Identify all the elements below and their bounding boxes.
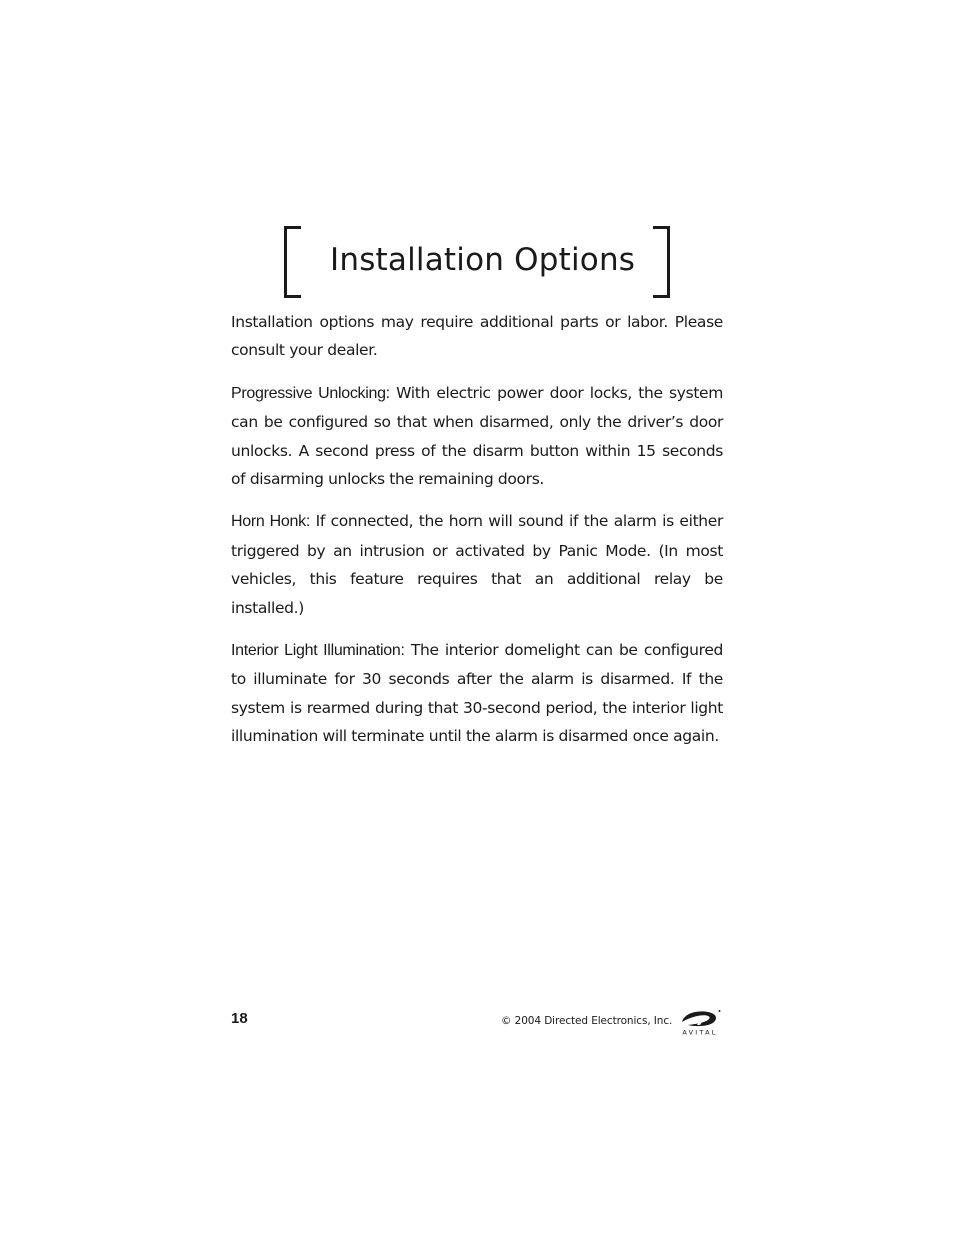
title-block (284, 226, 670, 296)
section-progressive-unlocking (231, 379, 723, 494)
page-title: Installation Options (330, 242, 636, 278)
intro-paragraph: Installation options may require additional parts or labor. Please consult your dealer. (231, 313, 723, 360)
right-bracket-decoration (653, 226, 670, 298)
section-text: If connected, the horn will sound if the alarm is either triggered by an intrusion or activated by Panic Mode. (In most vehicles, this feature requires that an additional relay be installed.) (231, 512, 723, 617)
logo-wordmark: AVITAL (682, 1028, 718, 1036)
content-body (231, 308, 723, 765)
copyright-text: © 2004 Directed Electronics, Inc. (501, 1015, 673, 1027)
section-horn-honk (231, 507, 723, 622)
section-text: The interior domelight can be configured to illuminate for 30 seconds after the alarm is disarmed. If the system is rearmed during that 30-second period, the interior light illumination will terminate until the alarm is disarmed once again. (231, 641, 723, 746)
section-term: Interior Light Illumination: (231, 642, 405, 660)
page-number: 18 (231, 1010, 248, 1027)
section-interior-light (231, 636, 723, 751)
section-text: With electric power door locks, the system can be configured so that when disarmed, only the driver’s door unlocks. A second press of the disarm button within 15 seconds of disarming unlocks the remaining doors. (231, 383, 723, 489)
avital-logo-icon (676, 1008, 724, 1036)
page-footer (231, 1008, 723, 1036)
section-term: Progressive Unlocking: (231, 384, 390, 402)
section-term: Horn Honk: (231, 513, 310, 531)
left-bracket-decoration (284, 226, 301, 298)
